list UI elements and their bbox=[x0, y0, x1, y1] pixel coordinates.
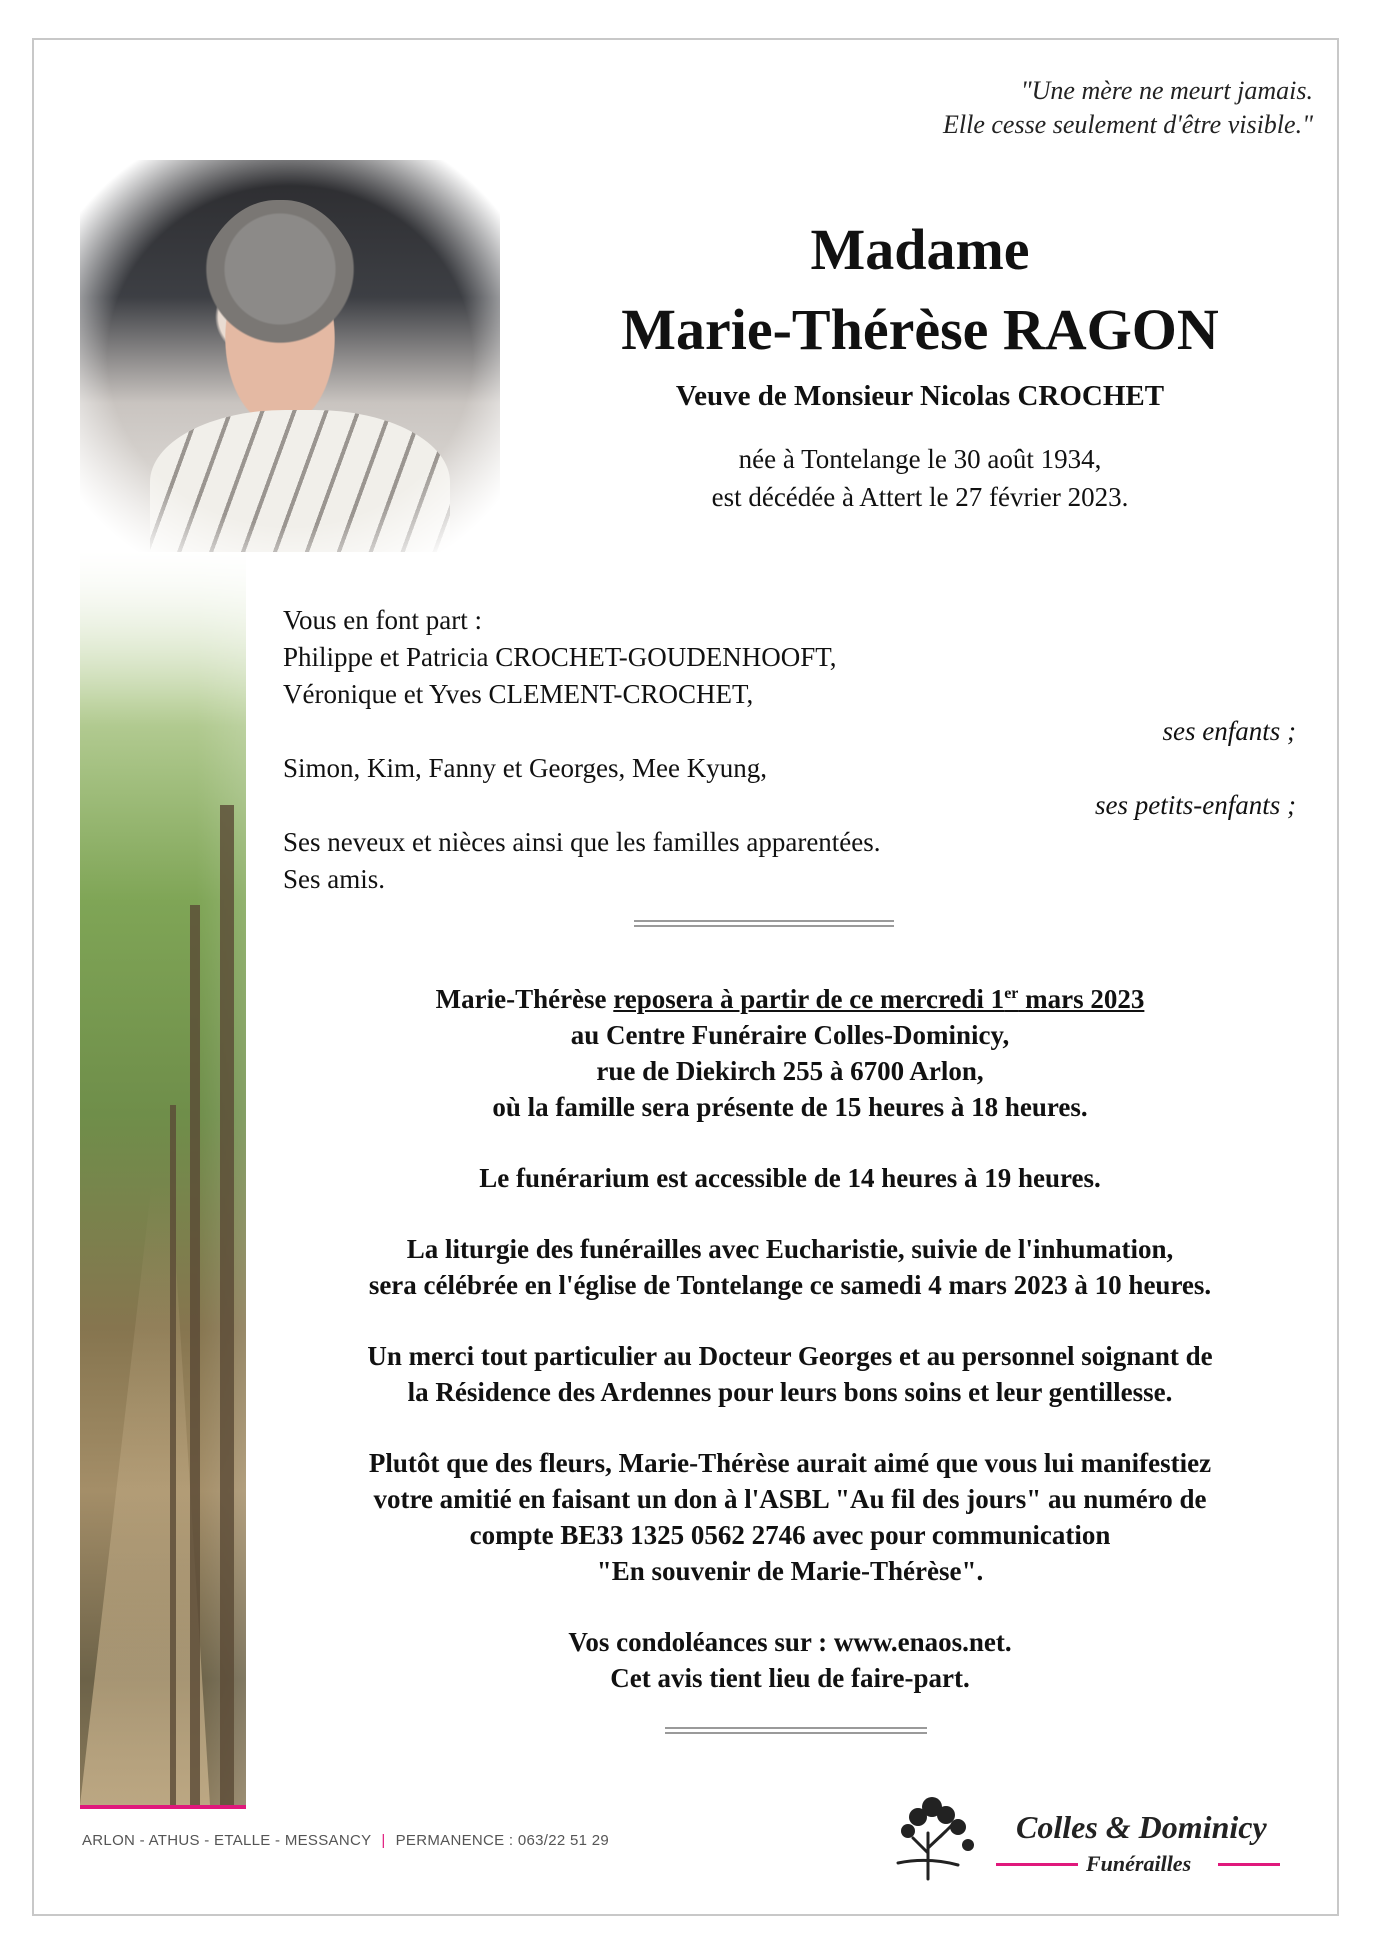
rest-date-end: mars 2023 bbox=[1018, 984, 1145, 1014]
logo-accent-line bbox=[996, 1863, 1078, 1866]
donation-line-1: Plutôt que des fleurs, Marie-Thérèse aurait aimé que vous lui manifestiez bbox=[368, 1448, 1212, 1478]
title-honorific: Madame bbox=[810, 217, 1030, 282]
epigraph-quote bbox=[943, 74, 1313, 142]
children-line-1: Philippe et Patricia CROCHET-GOUDENHOOFT, bbox=[283, 642, 837, 672]
funeral-information bbox=[270, 976, 1310, 1731]
footer-separator: | bbox=[381, 1832, 386, 1849]
rest-date-text: reposera à partir de ce mercredi 1 bbox=[613, 984, 1005, 1014]
logo-subtitle: Funérailles bbox=[1086, 1851, 1192, 1876]
grandchildren-line: Simon, Kim, Fanny et Georges, Mee Kyung, bbox=[283, 753, 767, 783]
section-divider bbox=[634, 920, 894, 927]
funerarium-paragraph bbox=[270, 1160, 1310, 1196]
notice-line: Cet avis tient lieu de faire-part. bbox=[610, 1663, 970, 1693]
deceased-name-title bbox=[560, 210, 1280, 370]
tree-trunk bbox=[170, 1105, 176, 1805]
thanks-line-2: la Résidence des Ardennes pour leurs bons soins et leur gentillesse. bbox=[407, 1377, 1173, 1407]
tree-trunk bbox=[220, 805, 234, 1805]
children-line-2: Véronique et Yves CLEMENT-CROCHET, bbox=[283, 679, 754, 709]
logo-accent-line bbox=[1218, 1863, 1280, 1866]
deceased-portrait-photo bbox=[80, 160, 500, 552]
liturgy-line-1: La liturgie des funérailles avec Eucharistie, suivie de l'inhumation, bbox=[406, 1234, 1174, 1264]
funerarium-hours: Le funérarium est accessible de 14 heures à 19 heures. bbox=[479, 1163, 1101, 1193]
donation-line-2: votre amitié en faisant un don à l'ASBL "Au fil des jours" au numéro de bbox=[373, 1484, 1207, 1514]
footer-contact bbox=[82, 1832, 609, 1849]
resting-paragraph bbox=[270, 976, 1310, 1125]
death-line: est décédée à Attert le 27 février 2023. bbox=[711, 482, 1129, 512]
thanks-line-1: Un merci tout particulier au Docteur Georges et au personnel soignant de bbox=[367, 1341, 1213, 1371]
condolences-link: Vos condoléances sur : www.enaos.net. bbox=[568, 1627, 1012, 1657]
tree-trunk bbox=[190, 905, 200, 1805]
friends-line: Ses amis. bbox=[283, 864, 386, 894]
rest-date bbox=[613, 984, 1144, 1014]
footer-locations: ARLON - ATHUS - ETALLE - MESSANCY bbox=[82, 1832, 372, 1849]
family-announcement bbox=[283, 602, 1303, 898]
forest-path-image bbox=[80, 550, 246, 1805]
footer-permanence: PERMANENCE : 063/22 51 29 bbox=[395, 1832, 610, 1849]
liturgy-line-2: sera célébrée en l'église de Tontelange ce samedi 4 mars 2023 à 10 heures. bbox=[368, 1270, 1212, 1300]
nephews-line: Ses neveux et nièces ainsi que les familles apparentées. bbox=[283, 827, 881, 857]
widow-line: Veuve de Monsieur Nicolas CROCHET bbox=[675, 380, 1165, 412]
rest-name: Marie-Thérèse bbox=[435, 984, 614, 1014]
rest-address: rue de Diekirch 255 à 6700 Arlon, bbox=[596, 1056, 984, 1086]
thanks-paragraph bbox=[270, 1338, 1310, 1410]
tree-icon bbox=[888, 1793, 998, 1883]
quote-line-2: Elle cesse seulement d'être visible." bbox=[943, 110, 1313, 139]
rest-place: au Centre Funéraire Colles-Dominicy, bbox=[570, 1020, 1010, 1050]
grandchildren-role: ses petits-enfants ; bbox=[1095, 790, 1296, 820]
title-name: Marie-Thérèse RAGON bbox=[621, 297, 1219, 362]
donation-line-3: compte BE33 1325 0562 2746 avec pour communication bbox=[469, 1520, 1111, 1550]
rest-family-hours: où la famille sera présente de 15 heures à 18 heures. bbox=[492, 1092, 1088, 1122]
children-role: ses enfants ; bbox=[1162, 716, 1296, 746]
section-divider bbox=[665, 1727, 927, 1734]
accent-bar bbox=[80, 1805, 246, 1809]
birth-line: née à Tontelange le 30 août 1934, bbox=[738, 444, 1102, 474]
liturgy-paragraph bbox=[270, 1231, 1310, 1303]
portrait-shirt bbox=[150, 410, 450, 570]
donation-line-4: "En souvenir de Marie-Thérèse". bbox=[596, 1556, 984, 1586]
funeral-home-logo bbox=[888, 1793, 1298, 1883]
quote-line-1: "Une mère ne meurt jamais. bbox=[1020, 76, 1313, 105]
family-intro: Vous en font part : bbox=[283, 605, 482, 635]
condolences-paragraph bbox=[270, 1624, 1310, 1696]
donation-paragraph bbox=[270, 1445, 1310, 1589]
logo-brand: Colles & Dominicy bbox=[1016, 1809, 1267, 1845]
rest-date-sup: er bbox=[1004, 985, 1019, 1002]
portrait-head bbox=[195, 200, 365, 430]
life-dates bbox=[560, 440, 1280, 516]
